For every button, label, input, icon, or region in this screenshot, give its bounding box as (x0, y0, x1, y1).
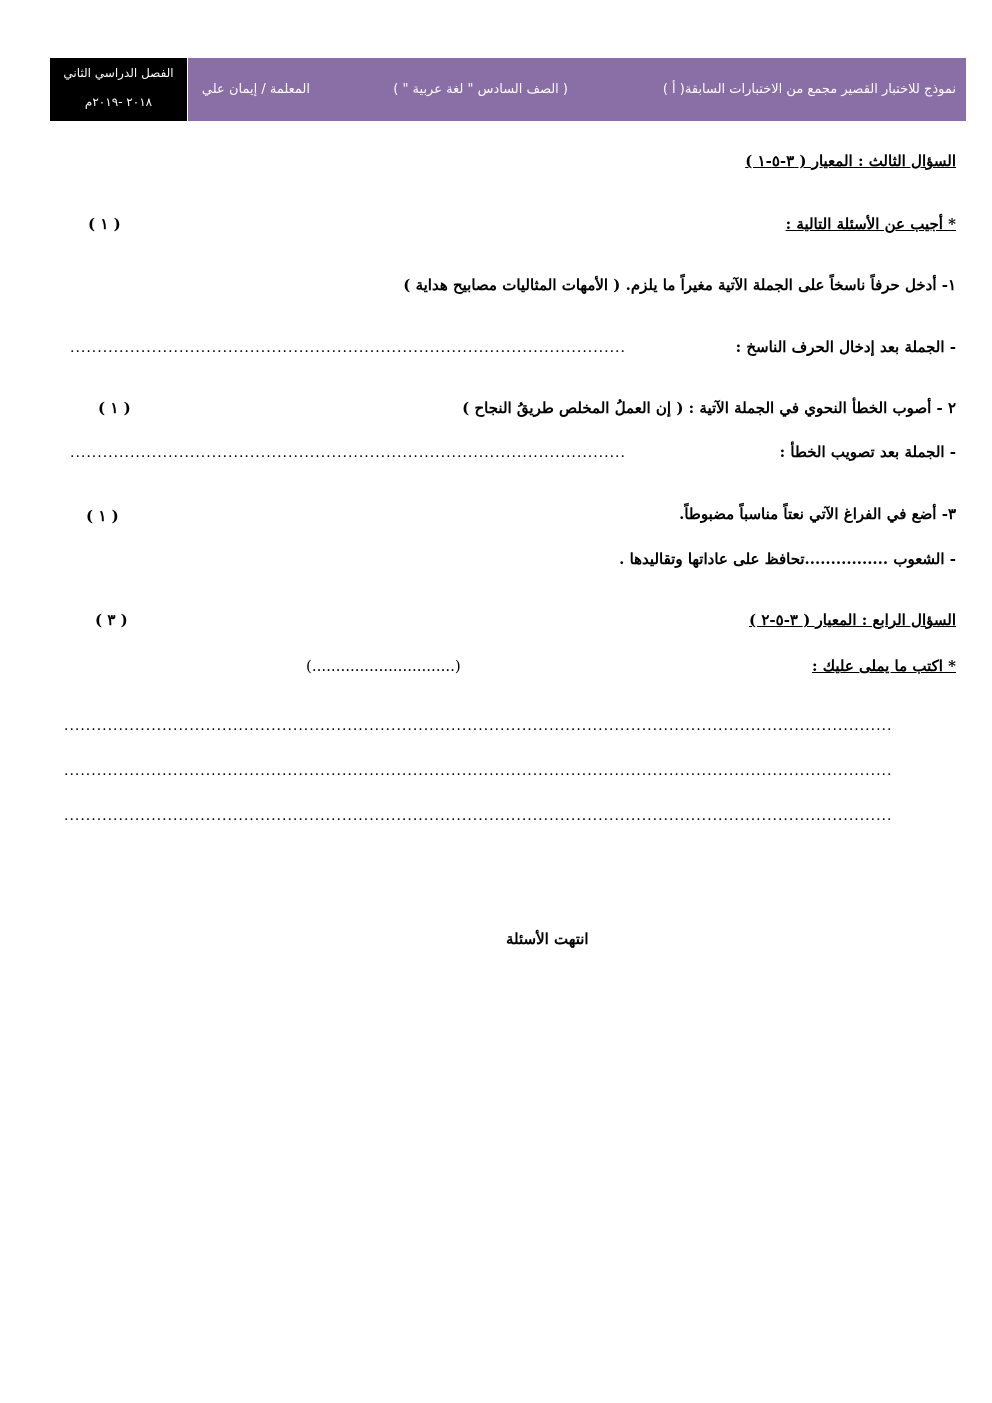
q3-item3: ٣- أضع في الفراغ الآتي نعتاً مناسباً مضبوطاً. (679, 505, 956, 523)
q4-heading-mark: ( ٣ ) (95, 611, 128, 629)
q4-instruction: * اكتب ما يملى عليك : (811, 657, 956, 675)
q3-instruction: * أجيب عن الأسئلة التالية : (785, 215, 956, 233)
q3-heading: السؤال الثالث : المعيار ( ٣-٥-١ ) (745, 152, 956, 170)
header-teacher: المعلمة / إيمان علي (201, 82, 310, 97)
dictation-line[interactable]: ........................................................................................................................................................ (64, 763, 893, 779)
q3-item2-mark: ( ١ ) (98, 399, 131, 417)
q3-item1-answer-line[interactable]: ...................................................................................................... (70, 340, 626, 356)
q3-item1-answer-label: - الجملة بعد إدخال الحرف الناسخ : (735, 338, 956, 356)
q3-item2-answer-label: - الجملة بعد تصويب الخطأ : (779, 443, 956, 461)
end-of-questions: انتهت الأسئلة (506, 930, 589, 948)
q3-item3-sentence: - الشعوب ................تحافظ على عاداتها وتقاليدها . (619, 550, 956, 568)
header-title: نموذج للاختبار القصير مجمع من الاختبارات السابقة( أ ) (662, 82, 956, 97)
q3-item3-mark: ( ١ ) (86, 507, 119, 525)
dictation-line[interactable]: ........................................................................................................................................................ (64, 808, 893, 824)
q4-title-blank[interactable]: (..............................) (306, 657, 461, 675)
header-grade: ( الصف السادس " لغة عربية " ) (393, 82, 568, 97)
q3-item1: ١- أدخل حرفاً ناسخاً على الجملة الآتية مغيراً ما يلزم. ( الأمهات المثاليات مصابيح هداية ) (403, 276, 956, 294)
term-label: الفصل الدراسي الثاني (63, 66, 174, 80)
q3-item2-answer-line[interactable]: ...................................................................................................... (70, 445, 626, 461)
q3-instruction-mark: ( ١ ) (88, 215, 121, 233)
term-year: ٢٠١٨ -٢٠١٩م (84, 95, 153, 109)
q4-heading: السؤال الرابع : المعيار ( ٣-٥-٢ ) (749, 611, 956, 629)
q3-item2: ٢ - أصوب الخطأ النحوي في الجملة الآتية : ( إن العملُ المخلص طريقُ النجاح ) (462, 399, 956, 417)
dictation-line[interactable]: ........................................................................................................................................................ (64, 718, 893, 734)
